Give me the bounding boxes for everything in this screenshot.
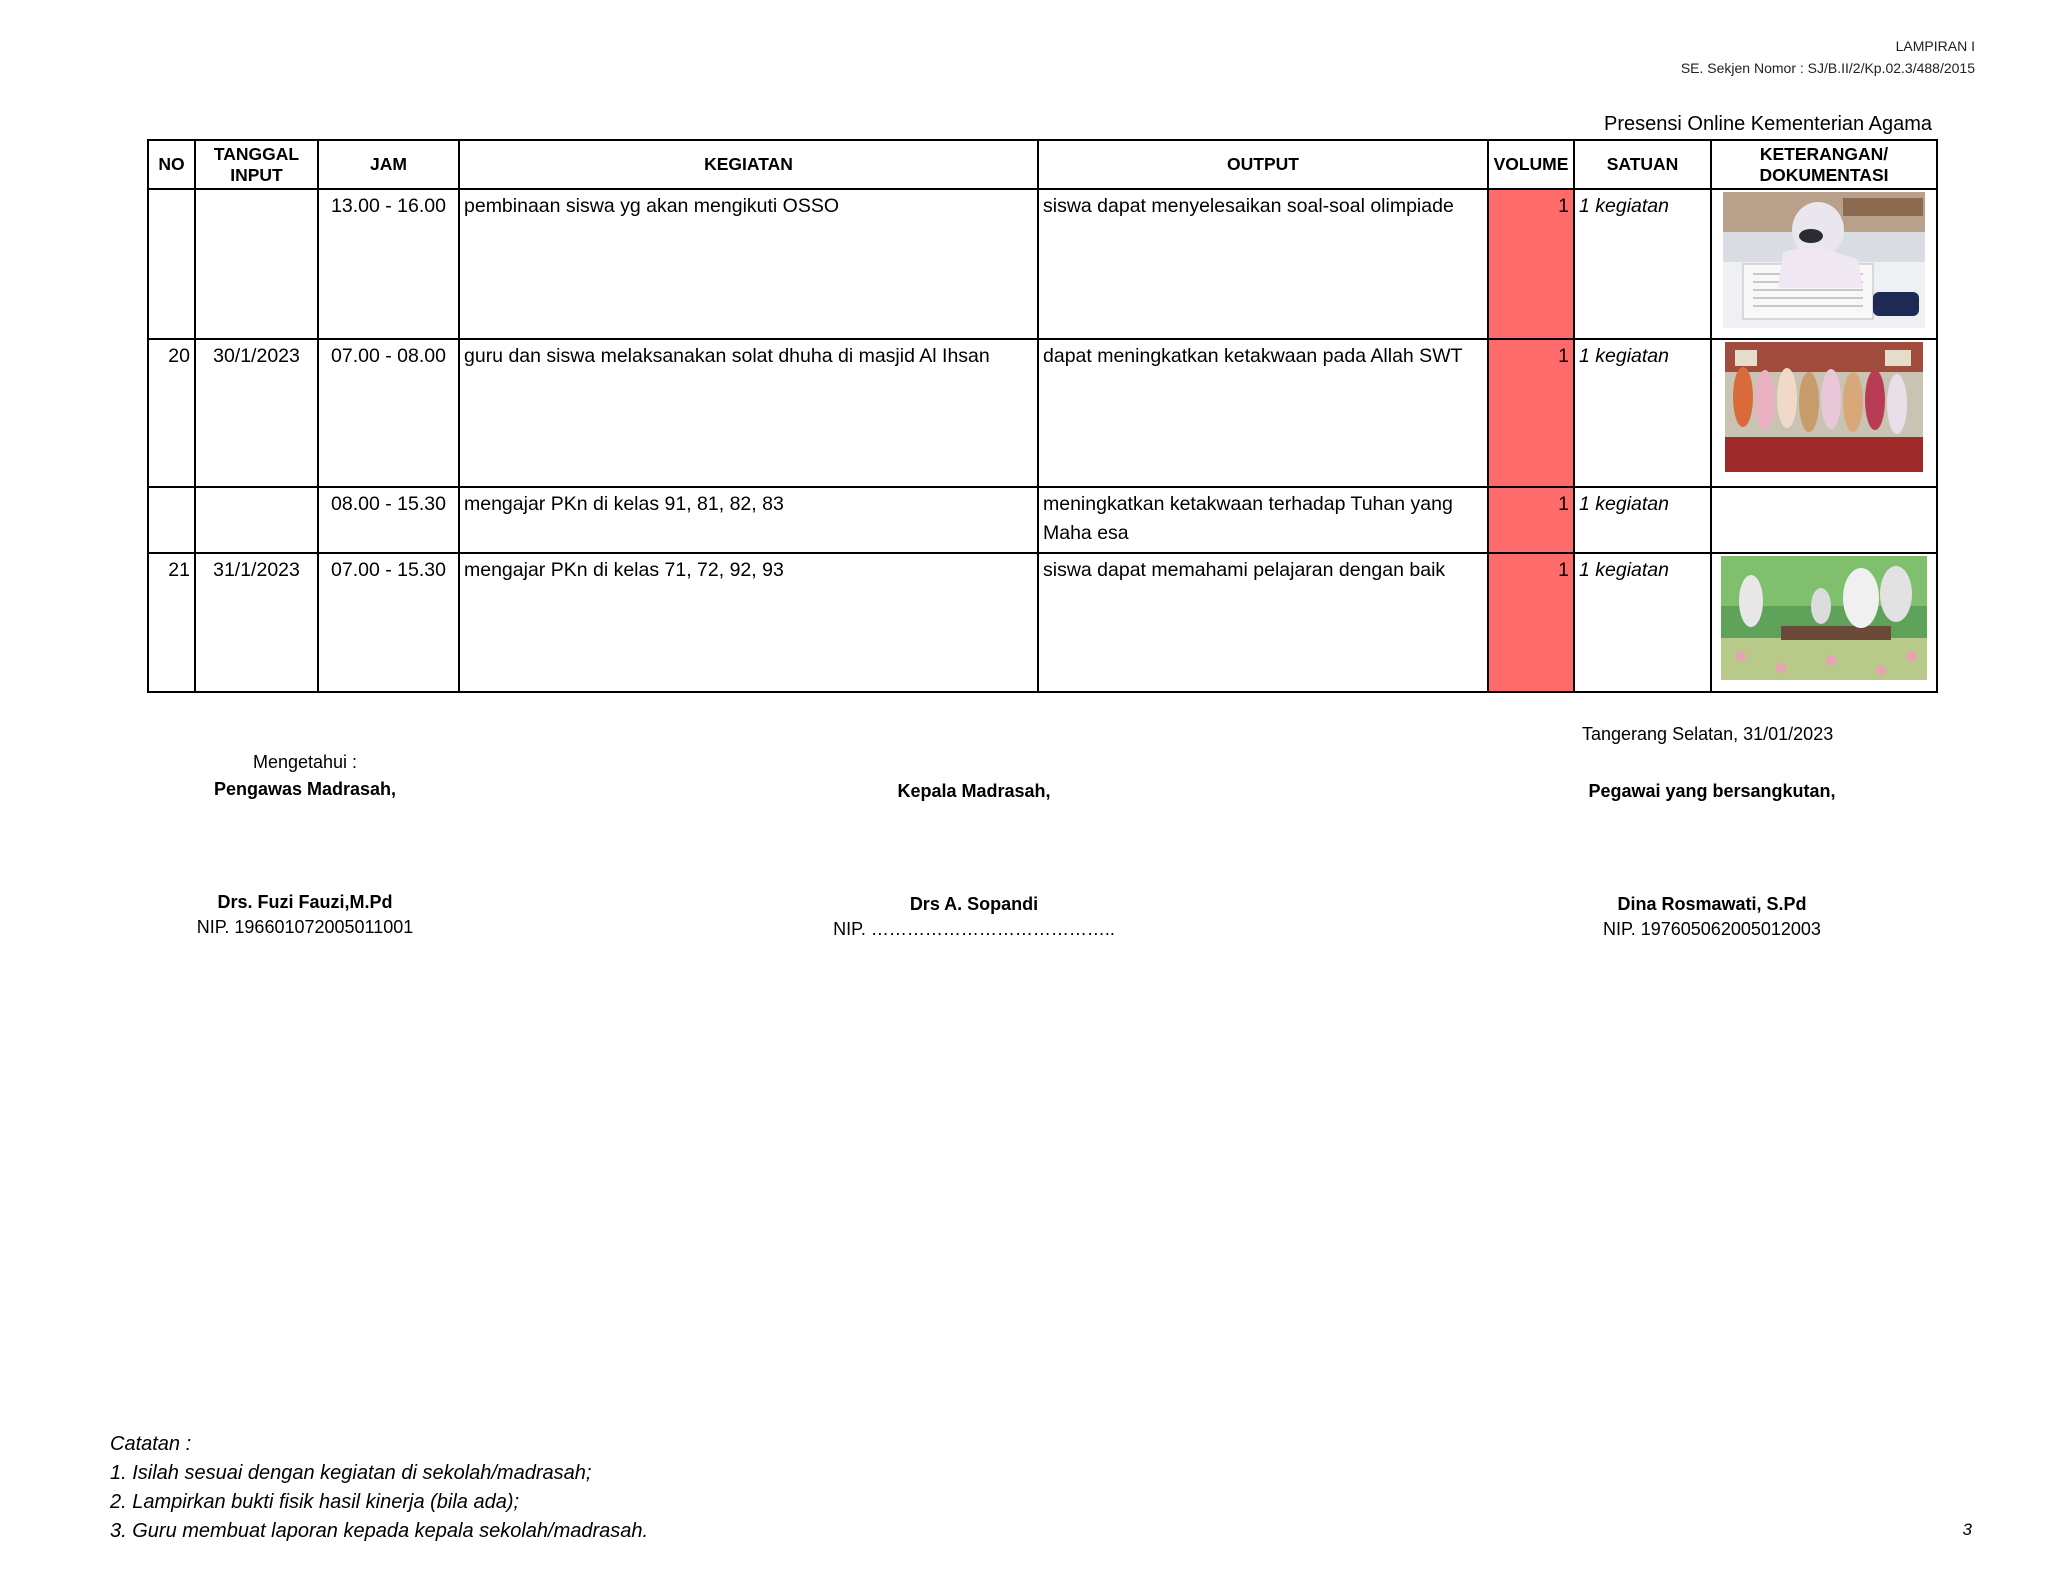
cell-kegiatan: mengajar PKn di kelas 71, 72, 92, 93 — [459, 553, 1038, 692]
cell-dokumentasi — [1711, 553, 1937, 692]
app-title: Presensi Online Kementerian Agama — [1604, 113, 1932, 135]
kepala-title: Kepala Madrasah, — [897, 781, 1051, 801]
cell-volume: 1 — [1488, 553, 1574, 692]
cell-dokumentasi — [1711, 339, 1937, 487]
photo-classroom — [1721, 556, 1927, 680]
col-header-output: OUTPUT — [1038, 140, 1488, 189]
notes-section — [110, 1430, 648, 1546]
page-number: 3 — [1962, 1520, 1972, 1539]
notes-item: 2. Lampirkan bukti fisik hasil kinerja (bila ada); — [110, 1491, 520, 1513]
pegawai-nip: NIP. 197605062005012003 — [1603, 919, 1821, 939]
cell-satuan: 1 kegiatan — [1574, 189, 1711, 339]
cell-no — [148, 189, 195, 339]
activity-table — [147, 139, 1938, 693]
cell-satuan: 1 kegiatan — [1574, 553, 1711, 692]
cell-jam: 07.00 - 08.00 — [318, 339, 459, 487]
cell-no: 21 — [148, 553, 195, 692]
col-header-volume: VOLUME — [1488, 140, 1574, 189]
cell-output: siswa dapat memahami pelajaran dengan baik — [1038, 553, 1488, 692]
notes-heading: Catatan : — [110, 1433, 192, 1455]
cell-satuan: 1 kegiatan — [1574, 339, 1711, 487]
photo-student-writing — [1723, 192, 1925, 328]
cell-output: dapat meningkatkan ketakwaan pada Allah SWT — [1038, 339, 1488, 487]
table-row — [148, 189, 1937, 339]
cell-satuan: 1 kegiatan — [1574, 487, 1711, 553]
cell-kegiatan: mengajar PKn di kelas 91, 81, 82, 83 — [459, 487, 1038, 553]
cell-tanggal: 31/1/2023 — [195, 553, 318, 692]
col-header-tanggal-line1: TANGGAL — [213, 143, 300, 164]
cell-no: 20 — [148, 339, 195, 487]
col-header-tanggal-line2: INPUT — [230, 164, 283, 185]
table-row — [148, 553, 1937, 692]
place-date: Tangerang Selatan, 31/01/2023 — [1582, 724, 1834, 744]
pengawas-name: Drs. Fuzi Fauzi,M.Pd — [217, 892, 393, 912]
table-row — [148, 339, 1937, 487]
cell-tanggal — [195, 487, 318, 553]
table-row — [148, 487, 1937, 553]
photo-dhuha-prayer — [1725, 342, 1923, 472]
col-header-kegiatan: KEGIATAN — [459, 140, 1038, 189]
cell-dokumentasi — [1711, 487, 1937, 553]
cell-tanggal: 30/1/2023 — [195, 339, 318, 487]
pegawai-name: Dina Rosmawati, S.Pd — [1617, 894, 1807, 914]
table-header-row — [148, 140, 1937, 189]
signature-kepala — [824, 781, 1124, 940]
col-header-keterangan-line2: DOKUMENTASI — [1759, 164, 1889, 185]
pengawas-nip: NIP. 196601072005011001 — [196, 917, 414, 937]
cell-output: meningkatkan ketakwaan terhadap Tuhan yang Maha esa — [1038, 487, 1488, 553]
notes-item: 3. Guru membuat laporan kepada kepala sekolah/madrasah. — [110, 1520, 649, 1542]
cell-tanggal — [195, 189, 318, 339]
cell-no — [148, 487, 195, 553]
cell-jam: 08.00 - 15.30 — [318, 487, 459, 553]
cell-jam: 07.00 - 15.30 — [318, 553, 459, 692]
col-header-keterangan — [1711, 140, 1937, 189]
col-header-keterangan-line1: KETERANGAN/ — [1759, 143, 1889, 164]
mengetahui-label: Mengetahui : — [252, 752, 358, 772]
kepala-name: Drs A. Sopandi — [909, 894, 1039, 914]
signature-pengawas — [155, 752, 455, 938]
cell-dokumentasi — [1711, 189, 1937, 339]
cell-output: siswa dapat menyelesaikan soal-soal olimpiade — [1038, 189, 1488, 339]
cell-volume: 1 — [1488, 339, 1574, 487]
col-header-no: NO — [148, 140, 195, 189]
lampiran-label: LAMPIRAN I — [1895, 38, 1975, 54]
cell-kegiatan: guru dan siswa melaksanakan solat dhuha di masjid Al Ihsan — [459, 339, 1038, 487]
se-number: SE. Sekjen Nomor : SJ/B.II/2/Kp.02.3/488/2015 — [1680, 60, 1975, 76]
cell-volume: 1 — [1488, 189, 1574, 339]
col-header-tanggal — [195, 140, 318, 189]
pegawai-title: Pegawai yang bersangkutan, — [1588, 781, 1836, 801]
cell-volume: 1 — [1488, 487, 1574, 553]
signature-pegawai — [1562, 781, 1862, 940]
notes-item: 1. Isilah sesuai dengan kegiatan di sekolah/madrasah; — [110, 1462, 592, 1484]
col-header-satuan: SATUAN — [1574, 140, 1711, 189]
cell-kegiatan: pembinaan siswa yg akan mengikuti OSSO — [459, 189, 1038, 339]
col-header-jam: JAM — [318, 140, 459, 189]
cell-jam: 13.00 - 16.00 — [318, 189, 459, 339]
pengawas-title: Pengawas Madrasah, — [213, 779, 397, 799]
kepala-nip: NIP. ………………………………….. — [833, 919, 1115, 939]
